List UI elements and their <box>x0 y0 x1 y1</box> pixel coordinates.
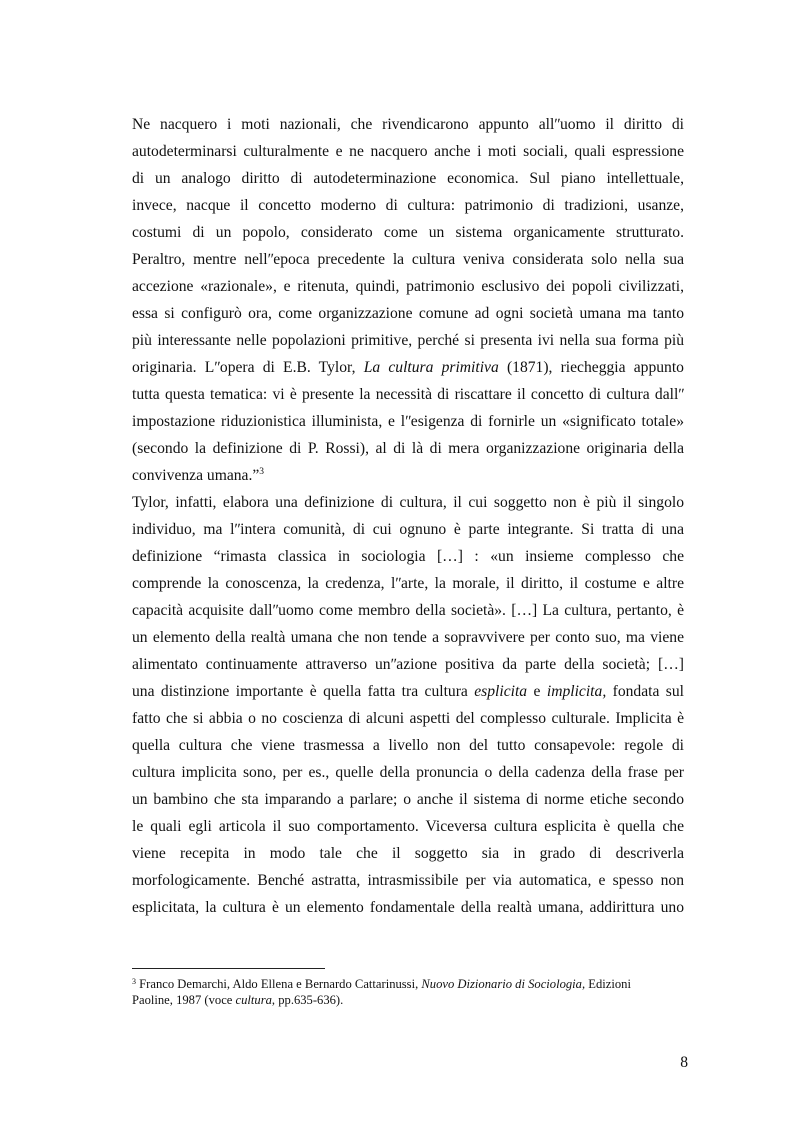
text-run: fondata sul <box>612 683 685 700</box>
text-line: viene recepita in modo tale che il soggetto sia in grado di descriverla <box>132 845 684 862</box>
text-line: accezione «razionale», e ritenuta, quindi, patrimonio esclusivo dei popoli civilizzati, <box>132 278 684 295</box>
text-line: autodeterminarsi culturalmente e ne nacquero anche i moti sociali, quali espressione <box>132 143 684 160</box>
footnote-marker: 3 <box>132 977 136 986</box>
text-line: Ne nacquero i moti nazionali, che rivendicarono appunto allʺuomo il diritto di <box>132 116 684 133</box>
book-title: La cultura primitiva <box>363 359 499 376</box>
text-line: definizione “rimasta classica in sociologia […] : «un insieme complesso che <box>132 548 684 565</box>
footnote-publisher: Edizioni <box>588 977 631 991</box>
text-line: più interessante nelle popolazioni primitive, perché si presenta ivi nella sua forma più <box>132 332 684 349</box>
footnote-title: Nuovo Dizionario di Sociologia, <box>421 977 586 991</box>
footnote-line <box>132 992 692 1008</box>
footnote-divider <box>132 968 325 969</box>
text-line <box>132 462 684 489</box>
text-run: originaria. Lʺopera di E.B. Tylor, <box>132 359 356 376</box>
text-line: invece, nacque il concetto moderno di cultura: patrimonio di tradizioni, usanze, <box>132 197 684 214</box>
footnote <box>132 976 692 1008</box>
text-line: capacità acquisite dallʺuomo come membro della società». […] La cultura, pertanto, è <box>132 602 684 619</box>
page-number: 8 <box>680 1054 688 1071</box>
text-line: Tylor, infatti, elabora una definizione di cultura, il cui soggetto non è più il singolo <box>132 494 684 511</box>
footnote-entry: cultura <box>235 993 272 1007</box>
text-line: esplicitata, la cultura è un elemento fondamentale della realtà umana, addirittura uno <box>132 899 684 916</box>
text-run: convivenza umana.” <box>132 467 260 484</box>
text-line: le quali egli articola il suo comportamento. Viceversa cultura esplicita è quella che <box>132 818 684 835</box>
text-line: di un analogo diritto di autodeterminazione economica. Sul piano intellettuale, <box>132 170 684 187</box>
text-line: un elemento della realtà umana che non tende a sopravvivere per conto suo, ma viene <box>132 629 684 646</box>
text-line: morfologicamente. Benché astratta, intrasmissibile per via automatica, e spesso non <box>132 872 684 889</box>
text-line: fatto che si abbia o no coscienza di alcuni aspetti del complesso culturale. Implicita è <box>132 710 684 727</box>
footnote-text: Paoline, 1987 (voce <box>132 993 233 1007</box>
footnote-pages: , pp.635-636). <box>271 993 344 1007</box>
footnote-line <box>132 976 692 992</box>
text-run: (1871), riecheggia appunto <box>506 359 684 376</box>
text-line: alimentato continuamente attraverso unʺazione positiva da parte della società; […] <box>132 656 684 673</box>
text-line: essa si configurò ora, come organizzazione comune ad ogni società umana ma tanto <box>132 305 684 322</box>
text-line: (secondo la definizione di P. Rossi), al di là di mera organizzazione originaria della <box>132 440 684 457</box>
text-line: impostazione riduzionistica illuminista, e lʺesigenza di fornirle un «significato totale» <box>132 413 684 430</box>
body-text <box>132 111 684 921</box>
text-line: costumi di un popolo, considerato come un sistema organicamente strutturato. <box>132 224 684 241</box>
text-line <box>132 354 684 381</box>
footnote-authors: Franco Demarchi, Aldo Ellena e Bernardo Cattarinussi, <box>139 977 419 991</box>
text-line: quella cultura che viene trasmessa a livello non del tutto consapevole: regole di <box>132 737 684 754</box>
text-line: un bambino che sta imparando a parlare; o anche il sistema di norme etiche secondo <box>132 791 684 808</box>
text-line: comprende la conoscenza, la credenza, lʺarte, la morale, il diritto, il costume e altre <box>132 575 684 592</box>
text-line: individuo, ma lʺintera comunità, di cui ognuno è parte integrante. Si tratta di una <box>132 521 684 538</box>
footnote-reference: 3 <box>259 467 265 477</box>
text-run: una distinzione importante è quella fatta tra cultura <box>132 683 468 700</box>
text-line: cultura implicita sono, per es., quelle della pronuncia o della cadenza della frase per <box>132 764 684 781</box>
text-line: Peraltro, mentre nellʺepoca precedente la cultura veniva considerata solo nella sua <box>132 251 684 268</box>
text-line: tutta questa tematica: vi è presente la necessità di riscattare il concetto di cultura dallʺ <box>132 386 684 403</box>
italic-term: implicita, <box>546 683 607 700</box>
text-line <box>132 678 684 705</box>
text-run: e <box>533 683 541 700</box>
italic-term: esplicita <box>474 683 528 700</box>
